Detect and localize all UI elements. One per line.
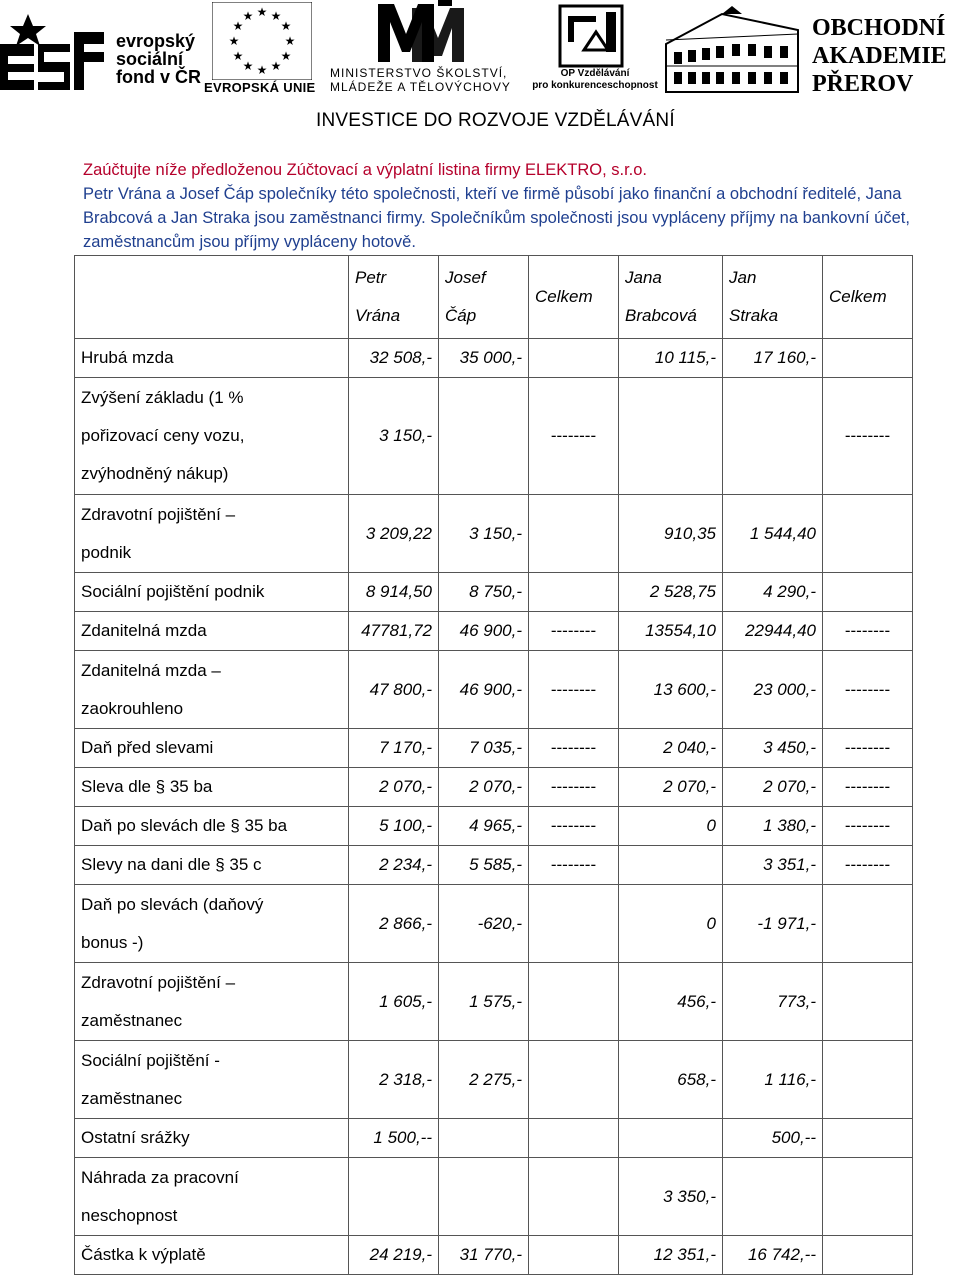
table-cell: 16 742,-- [723, 1236, 823, 1275]
column-header [529, 256, 619, 339]
table-cell: 1 116,- [723, 1041, 823, 1119]
row-label-line: neschopnost [81, 1205, 178, 1225]
esf-text-line: fond v ČR [116, 67, 201, 87]
assignment-body: Petr Vrána a Josef Čáp společníky této společnosti, kteří ve firmě působí jako finanční a obchodní ředitelé, Jana Brabcová a Jan Straka jsou zaměstnanci firmy. Společníkům společnosti jsou vypláceny příjmy na bankovní účet, zaměstnancům jsou příjmy vypláceny hotově. [83, 185, 910, 251]
table-row [75, 846, 913, 885]
msmt-label-line: MLÁDEŽE A TĚLOVÝCHOVY [330, 80, 511, 94]
table-cell [823, 495, 913, 573]
row-label-line: Zdravotní pojištění – [81, 972, 236, 992]
table-cell: 23 000,- [723, 651, 823, 729]
row-label-line: Zvýšení základu (1 % [81, 388, 244, 407]
row-label [75, 612, 349, 651]
table-cell: -------- [529, 651, 619, 729]
row-label-line: Zdravotní pojištění – [81, 504, 236, 524]
assignment-text [83, 158, 953, 254]
row-label [75, 1158, 349, 1236]
table-cell: -------- [823, 807, 913, 846]
svg-text:★: ★ [284, 34, 296, 48]
table-row [75, 612, 913, 651]
table-row [75, 885, 913, 963]
table-cell [619, 846, 723, 885]
column-header [439, 256, 529, 339]
table-cell [529, 885, 619, 963]
row-label [75, 378, 349, 495]
header-row [75, 256, 913, 339]
table-cell: 5 585,- [439, 846, 529, 885]
table-cell: 2 070,- [723, 768, 823, 807]
table-cell [823, 885, 913, 963]
op-label-line: pro konkurenceschopnost [532, 80, 658, 91]
payroll-table-body [75, 256, 913, 1275]
msmt-label [330, 66, 511, 94]
table-cell: 2 528,75 [619, 573, 723, 612]
table-cell: -------- [823, 729, 913, 768]
header-logos [0, 0, 960, 100]
row-label-line: Zdanitelná mzda [81, 621, 207, 640]
table-row [75, 1119, 913, 1158]
table-cell: 24 219,- [349, 1236, 439, 1275]
column-header-line: Vrána [355, 306, 401, 325]
school-building-icon [662, 4, 802, 96]
table-cell: -------- [529, 729, 619, 768]
assignment-title: Zaúčtujte níže předloženou Zúčtovací a výplatní listina firmy ELEKTRO, s.r.o. [83, 161, 647, 179]
table-row [75, 495, 913, 573]
row-label [75, 1119, 349, 1158]
table-cell: 0 [619, 885, 723, 963]
row-label-line: Ostatní srážky [81, 1128, 190, 1147]
table-cell: 32 508,- [349, 339, 439, 378]
table-cell: 47781,72 [349, 612, 439, 651]
svg-text:★: ★ [242, 9, 254, 23]
table-row [75, 807, 913, 846]
table-row [75, 1158, 913, 1236]
table-row [75, 1041, 913, 1119]
column-header-line: Brabcová [625, 306, 697, 325]
table-cell [529, 1236, 619, 1275]
svg-text:★: ★ [280, 19, 292, 33]
table-cell: 2 866,- [349, 885, 439, 963]
table-cell: 4 965,- [439, 807, 529, 846]
table-cell: 2 040,- [619, 729, 723, 768]
esf-text-line: evropský [116, 31, 196, 51]
table-cell: 10 115,- [619, 339, 723, 378]
table-cell: -------- [529, 768, 619, 807]
row-label [75, 339, 349, 378]
row-label-line: zaokrouhleno [81, 698, 184, 718]
table-cell: 1 575,- [439, 963, 529, 1041]
school-name-line: AKADEMIE [812, 43, 947, 69]
table-cell: -------- [823, 612, 913, 651]
table-cell: -------- [823, 651, 913, 729]
table-cell: 8 750,- [439, 573, 529, 612]
table-row [75, 573, 913, 612]
esf-text [116, 32, 201, 86]
table-cell: 3 351,- [723, 846, 823, 885]
row-label-line: Náhrada za pracovní [81, 1167, 239, 1187]
table-row [75, 378, 913, 495]
table-cell [439, 378, 529, 495]
row-label [75, 807, 349, 846]
row-label-line: Hrubá mzda [81, 348, 174, 367]
table-cell [823, 1236, 913, 1275]
table-cell [529, 1041, 619, 1119]
svg-text:★: ★ [270, 59, 282, 73]
table-cell: -------- [529, 612, 619, 651]
row-label-line: bonus -) [81, 932, 144, 952]
table-cell: 456,- [619, 963, 723, 1041]
table-cell: 658,- [619, 1041, 723, 1119]
table-cell: 2 070,- [439, 768, 529, 807]
table-cell: 13554,10 [619, 612, 723, 651]
row-label-line: podnik [81, 542, 132, 562]
msmt-label-line: MINISTERSTVO ŠKOLSTVÍ, [330, 66, 508, 80]
table-cell: 5 100,- [349, 807, 439, 846]
table-cell [723, 378, 823, 495]
school-name-line: PŘEROV [812, 71, 914, 97]
table-cell: 2 318,- [349, 1041, 439, 1119]
row-label [75, 846, 349, 885]
column-header-line: Čáp [445, 306, 477, 325]
table-cell: 46 900,- [439, 651, 529, 729]
school-name-line: OBCHODNÍ [812, 15, 946, 41]
eu-label: EVROPSKÁ UNIE [204, 80, 316, 95]
table-cell [619, 1119, 723, 1158]
school-name [812, 14, 947, 98]
column-header-line: Jan [729, 268, 757, 287]
table-cell: 3 150,- [439, 495, 529, 573]
table-cell: 22944,40 [723, 612, 823, 651]
row-label-line: Sleva dle § 35 ba [81, 777, 213, 796]
table-cell: 17 160,- [723, 339, 823, 378]
table-cell: 4 290,- [723, 573, 823, 612]
table-cell: 7 170,- [349, 729, 439, 768]
svg-text:★: ★ [232, 19, 244, 33]
table-cell: 2 275,- [439, 1041, 529, 1119]
table-row [75, 963, 913, 1041]
table-cell [823, 1041, 913, 1119]
table-cell [529, 573, 619, 612]
header-corner-cell [75, 256, 349, 339]
table-cell: 3 350,- [619, 1158, 723, 1236]
row-label-line: pořizovací ceny vozu, [81, 426, 245, 445]
column-header [349, 256, 439, 339]
table-cell: -------- [823, 378, 913, 495]
row-label-line: Sociální pojištění podnik [81, 582, 265, 601]
column-header-line: Straka [729, 306, 779, 325]
row-label-line: Slevy na dani dle § 35 c [81, 855, 262, 874]
table-cell: 3 150,- [349, 378, 439, 495]
table-cell: 7 035,- [439, 729, 529, 768]
table-cell: -------- [823, 846, 913, 885]
svg-text:★: ★ [270, 9, 282, 23]
esf-logo-icon [0, 14, 108, 94]
payroll-table [74, 255, 913, 1275]
row-label [75, 573, 349, 612]
column-header [823, 256, 913, 339]
table-cell [529, 1119, 619, 1158]
table-cell [439, 1158, 529, 1236]
row-label [75, 885, 349, 963]
table-cell: 0 [619, 807, 723, 846]
row-label [75, 1041, 349, 1119]
table-cell: 3 450,- [723, 729, 823, 768]
table-cell [619, 378, 723, 495]
svg-text:★: ★ [242, 59, 254, 73]
table-cell: -------- [529, 807, 619, 846]
table-cell [349, 1158, 439, 1236]
row-label-line: zaměstnanec [81, 1010, 183, 1030]
op-label-line: OP Vzdělávání [560, 68, 630, 79]
table-cell [529, 1158, 619, 1236]
svg-text:★: ★ [256, 63, 268, 77]
table-cell: 31 770,- [439, 1236, 529, 1275]
row-label [75, 729, 349, 768]
row-label-line: Daň po slevách (daňový [81, 894, 264, 914]
table-row [75, 768, 913, 807]
row-label [75, 651, 349, 729]
table-cell: 8 914,50 [349, 573, 439, 612]
table-row [75, 729, 913, 768]
row-label-line: Daň po slevách dle § 35 ba [81, 816, 288, 835]
table-cell: 1 605,- [349, 963, 439, 1041]
investice-tagline: INVESTICE DO ROZVOJE VZDĚLÁVÁNÍ [316, 110, 675, 131]
svg-text:★: ★ [280, 49, 292, 63]
column-header [619, 256, 723, 339]
table-cell [823, 573, 913, 612]
table-cell [823, 339, 913, 378]
table-cell: 1 380,- [723, 807, 823, 846]
esf-text-line: sociální [116, 49, 184, 69]
eu-flag-icon [212, 2, 312, 80]
table-cell [823, 1158, 913, 1236]
table-cell [529, 339, 619, 378]
table-cell: -------- [529, 846, 619, 885]
table-cell: 47 800,- [349, 651, 439, 729]
table-cell: 13 600,- [619, 651, 723, 729]
row-label-line: Částka k výplatě [81, 1245, 206, 1264]
row-label-line: Sociální pojištění - [81, 1050, 220, 1070]
column-header-line: Celkem [535, 287, 593, 306]
table-cell [529, 495, 619, 573]
table-row [75, 651, 913, 729]
table-cell [723, 1158, 823, 1236]
table-cell: -1 971,- [723, 885, 823, 963]
table-cell: 2 070,- [349, 768, 439, 807]
table-cell: 500,-- [723, 1119, 823, 1158]
column-header [723, 256, 823, 339]
table-cell: -620,- [439, 885, 529, 963]
row-label [75, 1236, 349, 1275]
table-cell: 910,35 [619, 495, 723, 573]
column-header-line: Petr [355, 268, 387, 287]
op-logo-icon [556, 2, 626, 70]
column-header-line: Josef [445, 268, 486, 287]
table-row [75, 1236, 913, 1275]
table-cell: 2 070,- [619, 768, 723, 807]
table-cell: 2 234,- [349, 846, 439, 885]
table-cell: 12 351,- [619, 1236, 723, 1275]
table-cell: 1 500,-- [349, 1119, 439, 1158]
table-cell: 46 900,- [439, 612, 529, 651]
row-label-line: Daň před slevami [81, 738, 214, 757]
table-cell: -------- [823, 768, 913, 807]
svg-text:★: ★ [232, 49, 244, 63]
column-header-line: Jana [625, 268, 662, 287]
table-cell [529, 963, 619, 1041]
table-row [75, 339, 913, 378]
table-cell [823, 1119, 913, 1158]
column-header-line: Celkem [829, 287, 887, 306]
row-label-line: zvýhodněný nákup) [81, 464, 229, 483]
svg-text:★: ★ [228, 34, 240, 48]
table-cell [823, 963, 913, 1041]
row-label [75, 495, 349, 573]
table-cell [439, 1119, 529, 1158]
table-cell: 3 209,22 [349, 495, 439, 573]
svg-text:★: ★ [256, 5, 268, 19]
table-cell: 1 544,40 [723, 495, 823, 573]
op-label [530, 68, 660, 92]
table-cell: 773,- [723, 963, 823, 1041]
table-cell: -------- [529, 378, 619, 495]
row-label [75, 768, 349, 807]
row-label-line: Zdanitelná mzda – [81, 660, 221, 680]
row-label-line: zaměstnanec [81, 1088, 183, 1108]
row-label [75, 963, 349, 1041]
table-cell: 35 000,- [439, 339, 529, 378]
msmt-logo-icon [372, 0, 482, 66]
